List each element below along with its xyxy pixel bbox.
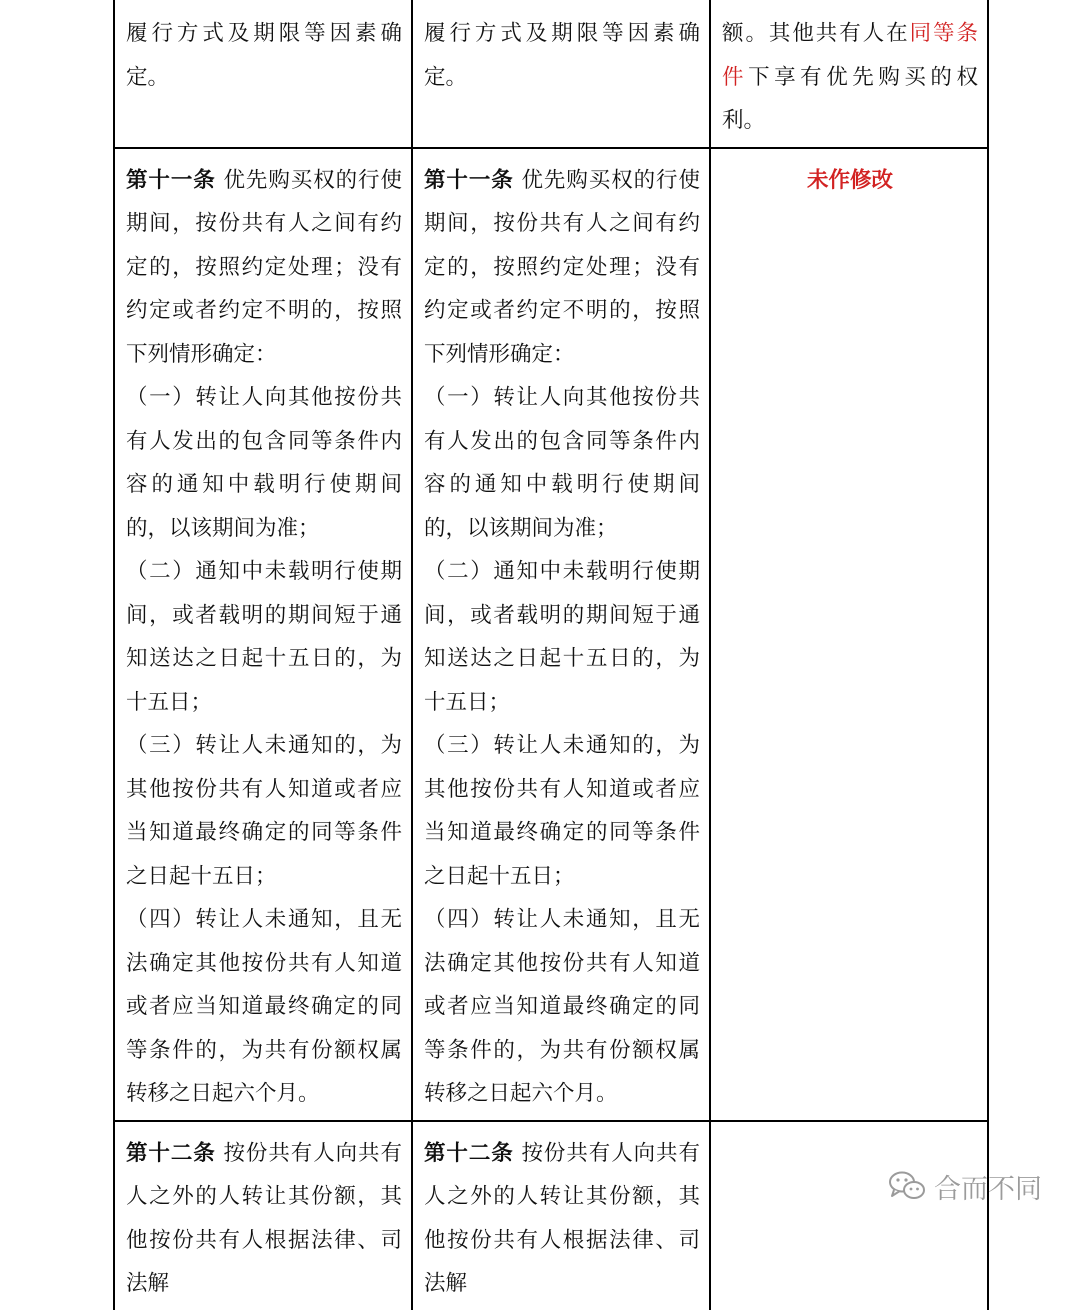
article-heading: 第十一条 bbox=[424, 167, 514, 193]
old-text-cell bbox=[114, 1121, 412, 1310]
article-heading: 第十二条 bbox=[126, 1140, 216, 1166]
article-lead: 优先购买权的行使期间，按份共有人之间有约定的，按照约定处理；没有约定或者约定不明的，按照下列情形确定： bbox=[126, 167, 402, 367]
table-row bbox=[114, 0, 988, 148]
note-cell bbox=[710, 0, 988, 148]
article-paragraph bbox=[424, 1132, 700, 1306]
article-item: （三）转让人未通知的，为其他按份共有人知道或者应当知道最终确定的同等条件之日起十五日； bbox=[126, 733, 402, 889]
article-item: （四）转让人未通知，且无法确定其他按份共有人知道或者应当知道最终确定的同等条件的，为共有份额权属转移之日起六个月。 bbox=[126, 907, 402, 1106]
highlight-text: 同等条件 bbox=[722, 21, 978, 90]
cell-text: 履行方式及期限等因素确定。 bbox=[424, 21, 700, 90]
new-text-cell bbox=[412, 148, 710, 1121]
comparison-table bbox=[113, 0, 989, 1310]
table-row bbox=[114, 148, 988, 1121]
article-heading: 第十二条 bbox=[424, 1140, 514, 1166]
watermark bbox=[888, 1166, 1058, 1206]
article-item: （四）转让人未通知，且无法确定其他按份共有人知道或者应当知道最终确定的同等条件的，为共有份额权属转移之日起六个月。 bbox=[424, 907, 700, 1106]
table-row bbox=[114, 1121, 988, 1310]
new-text-cell bbox=[412, 1121, 710, 1310]
unchanged-note: 未作修改 bbox=[806, 167, 893, 193]
article-paragraph bbox=[424, 159, 700, 377]
note-text: 额。其他共有人在 bbox=[722, 21, 910, 46]
article-lead: 按份共有人向共有人之外的人转让其份额，其他按份共有人根据法律、司法解 bbox=[424, 1140, 700, 1296]
article-item: （一）转让人向其他按份共有人发出的包含同等条件内容的通知中载明行使期间的，以该期间为准； bbox=[126, 385, 402, 541]
note-cell bbox=[710, 148, 988, 1121]
article-item: （一）转让人向其他按份共有人发出的包含同等条件内容的通知中载明行使期间的，以该期间为准； bbox=[424, 385, 700, 541]
old-text-cell bbox=[114, 148, 412, 1121]
old-text-cell bbox=[114, 0, 412, 148]
article-paragraph bbox=[126, 159, 402, 377]
note-text: 下享有优先购买的权利。 bbox=[722, 64, 978, 133]
article-heading: 第十一条 bbox=[126, 167, 216, 193]
note-cell bbox=[710, 1121, 988, 1310]
watermark-text: 合而不同 bbox=[934, 1173, 1042, 1205]
article-item: （三）转让人未通知的，为其他按份共有人知道或者应当知道最终确定的同等条件之日起十五日； bbox=[424, 733, 700, 889]
article-item: （二）通知中未载明行使期间，或者载明的期间短于通知送达之日起十五日的，为十五日； bbox=[424, 559, 700, 715]
wechat-icon bbox=[888, 1170, 926, 1202]
cell-text: 履行方式及期限等因素确定。 bbox=[126, 21, 402, 90]
article-paragraph bbox=[126, 1132, 402, 1306]
cell-text bbox=[722, 12, 978, 143]
article-lead: 优先购买权的行使期间，按份共有人之间有约定的，按照约定处理；没有约定或者约定不明的，按照下列情形确定： bbox=[424, 167, 700, 367]
article-lead: 按份共有人向共有人之外的人转让其份额，其他按份共有人根据法律、司法解 bbox=[126, 1140, 402, 1296]
article-item: （二）通知中未载明行使期间，或者载明的期间短于通知送达之日起十五日的，为十五日； bbox=[126, 559, 402, 715]
new-text-cell bbox=[412, 0, 710, 148]
